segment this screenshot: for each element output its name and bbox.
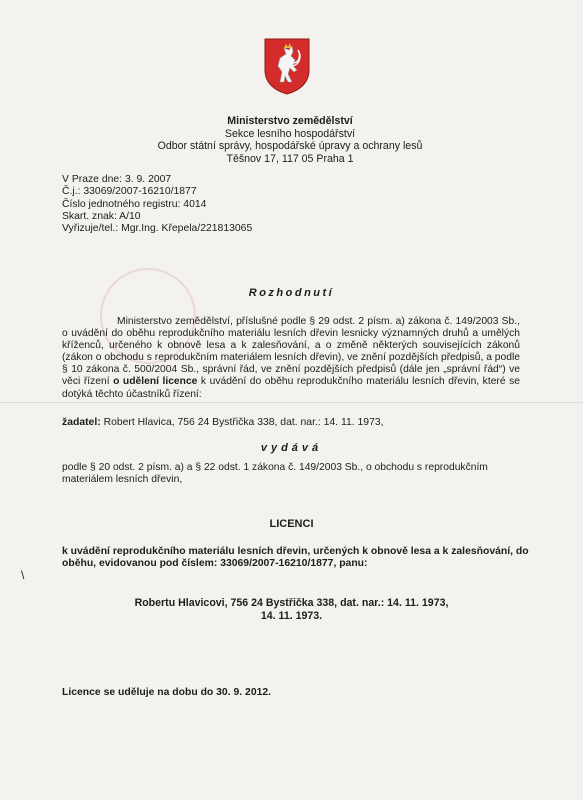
licence-holder (0, 597, 583, 622)
registry-number: Číslo jednotného registru: 4014 (62, 198, 207, 210)
holder-line-1: Robertu Hlavicovi, 756 24 Bystřička 338, dat. nar.: 14. 11. 1973, (134, 597, 449, 609)
licence-validity: Licence se uděluje na dobu do 30. 9. 2012. (62, 687, 272, 698)
department-name: Odbor státní správy, hospodářské úpravy a ochrany lesů (157, 140, 423, 153)
decision-paragraph (62, 316, 520, 401)
holder-line-2: 14. 11. 1973. (260, 609, 323, 622)
issues-heading: vydává (260, 442, 323, 454)
paper-fold-line (0, 402, 583, 403)
ministry-header (140, 115, 440, 165)
applicant-line (62, 417, 384, 428)
licence-description: k uvádění reprodukčního materiálu lesních dřevin, určených k obnově lesa a k zalesňování, do oběhu, evidovanou pod číslem: 33069/2007-16210/1877, panu: (62, 546, 529, 570)
applicant-label: žadatel: (62, 417, 101, 428)
coat-of-arms-emblem (262, 36, 312, 96)
section-name: Sekce lesního hospodářství (224, 127, 356, 140)
handwritten-tick-mark: \ (21, 568, 25, 582)
decision-text: Ministerstvo zemědělství, příslušné podle § 29 odst. 2 písm. a) zákona č. 149/2003 Sb., o uvádění do oběhu reprodukčního materiálu lesních dřevin lesnicky významných druhů a umělých kříženců, určeného k obnově lesa a k zalesňování, a o změně některých souvisejících zákonů (zákon o obchodu s reprodukčním materiálem lesních dřevin), ve znění pozdějších předpisů, a podle § 10 zákona č. 500/2004 Sb., správní řád, ve znění pozdějších předpisů (dále jen „správní řád“) ve věci řízení (62, 316, 520, 388)
contact-person: Vyřizuje/tel.: Mgr.Ing. Křepela/221813065 (62, 223, 253, 235)
shredding-mark: Skart. znak: A/10 (62, 210, 141, 222)
ministry-address: Těšnov 17, 117 05 Praha 1 (226, 152, 354, 165)
document-metadata (62, 174, 252, 235)
ministry-name: Ministerstvo zemědělství (227, 115, 353, 127)
reference-number: Č.j.: 33069/2007-16210/1877 (62, 186, 197, 198)
decision-title: Rozhodnutí (248, 287, 335, 299)
issue-date: V Praze dne: 3. 9. 2007 (62, 174, 172, 185)
legal-basis-paragraph: podle § 20 odst. 2 písm. a) a § 22 odst. 1 zákona č. 149/2003 Sb., o obchodu s reprodukčním materiálem lesních dřevin, (62, 462, 488, 486)
licence-title: LICENCI (269, 518, 314, 530)
decision-text-tail: k uvádění do oběhu reprodukčního materiálu lesních dřevin, které se dotýká těchto účastníků řízení: (62, 376, 520, 400)
applicant-details: Robert Hlavica, 756 24 Bystřička 338, dat. nar.: 14. 11. 1973, (100, 417, 384, 428)
decision-subject: o udělení licence (113, 376, 198, 388)
